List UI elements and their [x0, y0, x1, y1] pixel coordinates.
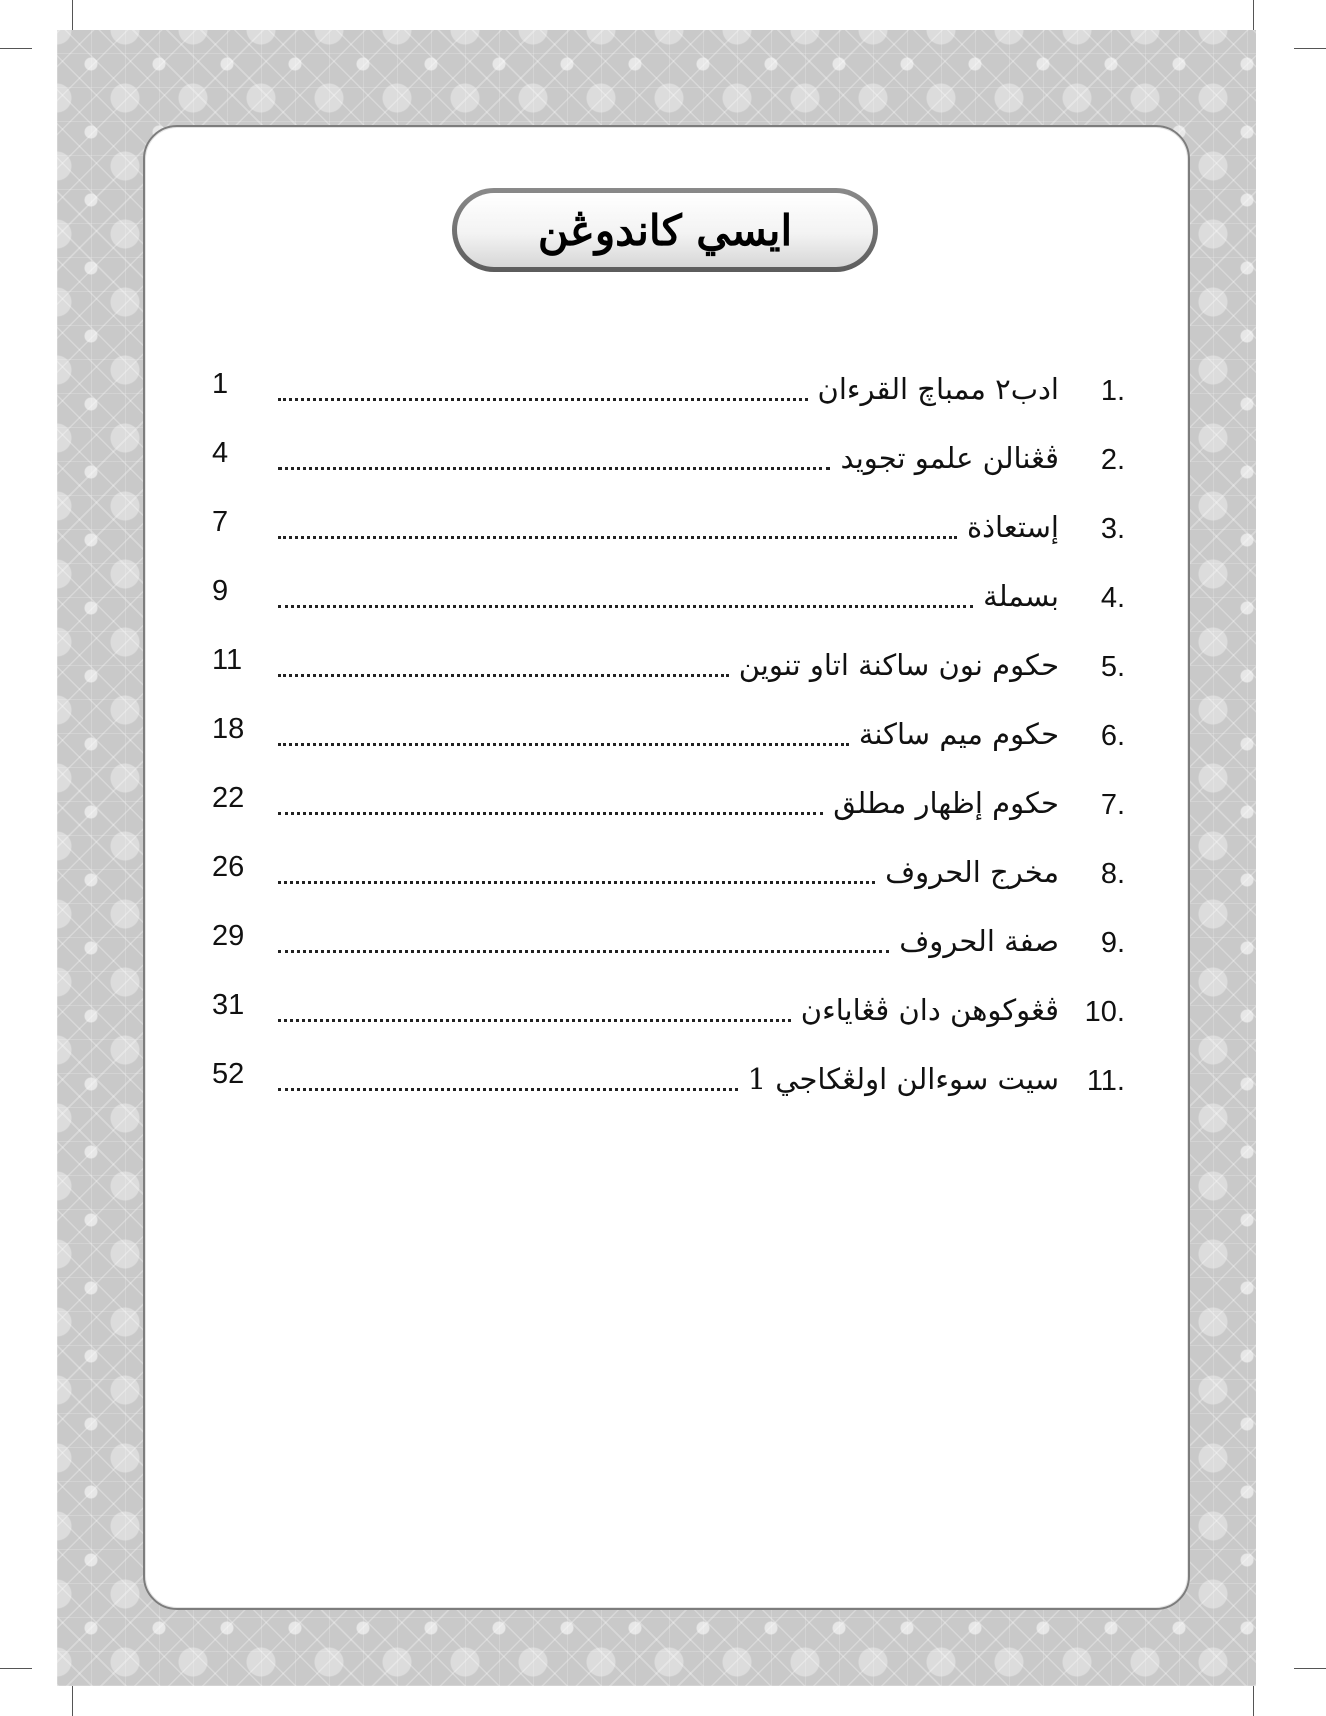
toc-entry-title: ڤڠوکوهن دان ڤڠاياءن — [800, 993, 1059, 1027]
toc-page-number: 22 — [212, 782, 245, 814]
toc-page-number: 11 — [212, 644, 243, 676]
title-banner-inner — [457, 193, 873, 267]
toc-row[interactable] — [200, 498, 1125, 567]
toc-entry — [278, 636, 1125, 686]
toc-entry — [278, 981, 1125, 1031]
toc-row[interactable] — [200, 567, 1125, 636]
toc-page-number: 9 — [212, 575, 229, 607]
toc-row[interactable] — [200, 1050, 1125, 1119]
toc-row[interactable] — [200, 705, 1125, 774]
dot-leader — [278, 535, 957, 539]
dot-leader — [278, 949, 889, 953]
crop-mark — [72, 0, 73, 32]
crop-mark — [1253, 0, 1254, 32]
toc-entry-number: 3. — [1100, 513, 1125, 545]
toc-entry-title: ادب٢ ممباچ القرءان — [817, 372, 1059, 406]
toc-page-number: 52 — [212, 1058, 245, 1090]
toc-entry-title: حکوم إظهار مطلق — [833, 786, 1059, 820]
dot-leader — [278, 811, 823, 815]
toc-entry-number: 7. — [1100, 789, 1125, 821]
dot-leader — [278, 742, 849, 746]
toc-entry-number: 1. — [1100, 375, 1125, 407]
toc-entry-title: إستعاذة — [966, 510, 1059, 544]
toc-page-number: 29 — [212, 920, 245, 952]
toc-entry — [278, 567, 1125, 617]
toc-page-number: 18 — [212, 713, 245, 745]
toc-entry — [278, 1050, 1125, 1100]
toc-entry-number: 9. — [1100, 927, 1125, 959]
toc-entry-title: حکوم نون ساکنة اتاو تنوين — [738, 648, 1059, 682]
dot-leader — [278, 673, 729, 677]
toc-entry-title: سيت سوءالن اولڠکاجي 1 — [747, 1062, 1059, 1096]
crop-mark — [0, 48, 32, 49]
toc-entry-number: 10. — [1084, 996, 1125, 1028]
dot-leader — [278, 397, 808, 401]
crop-mark — [72, 1684, 73, 1716]
toc-entry-title: ڤڠنالن علمو تجويد — [840, 441, 1059, 475]
toc-entry-number: 11. — [1086, 1065, 1125, 1097]
dot-leader — [278, 880, 875, 884]
toc-entry — [278, 360, 1125, 410]
toc-entry — [278, 912, 1125, 962]
dot-leader — [278, 604, 973, 608]
dot-leader — [278, 466, 830, 470]
page-title: ايسي كاندوڠن — [537, 205, 793, 255]
crop-mark — [0, 1668, 32, 1669]
toc-entry — [278, 705, 1125, 755]
table-of-contents — [200, 360, 1125, 1119]
toc-row[interactable] — [200, 636, 1125, 705]
toc-row[interactable] — [200, 981, 1125, 1050]
toc-entry-title: صفة الحروف — [899, 924, 1059, 958]
toc-row[interactable] — [200, 912, 1125, 981]
toc-entry-number: 4. — [1100, 582, 1125, 614]
toc-page-number: 26 — [212, 851, 245, 883]
crop-mark — [1294, 1668, 1326, 1669]
toc-entry-number: 6. — [1100, 720, 1125, 752]
toc-page-number: 4 — [212, 437, 229, 469]
toc-row[interactable] — [200, 843, 1125, 912]
toc-row[interactable] — [200, 429, 1125, 498]
toc-entry-number: 5. — [1100, 651, 1125, 683]
toc-entry-number: 2. — [1100, 444, 1125, 476]
toc-entry — [278, 429, 1125, 479]
toc-row[interactable] — [200, 774, 1125, 843]
crop-mark — [1294, 48, 1326, 49]
dot-leader — [278, 1087, 738, 1091]
toc-page-number: 31 — [212, 989, 245, 1021]
toc-entry-title: حکوم ميم ساکنة — [858, 717, 1059, 751]
toc-row[interactable] — [200, 360, 1125, 429]
dot-leader — [278, 1018, 791, 1022]
toc-entry — [278, 498, 1125, 548]
toc-entry-title: مخرج الحروف — [885, 855, 1059, 889]
toc-entry — [278, 843, 1125, 893]
toc-page-number: 7 — [212, 506, 229, 538]
crop-mark — [1253, 1684, 1254, 1716]
toc-page-number: 1 — [212, 368, 229, 400]
toc-entry-number: 8. — [1100, 858, 1125, 890]
toc-entry-title: بسملة — [983, 579, 1059, 613]
toc-entry — [278, 774, 1125, 824]
title-banner — [452, 188, 878, 272]
